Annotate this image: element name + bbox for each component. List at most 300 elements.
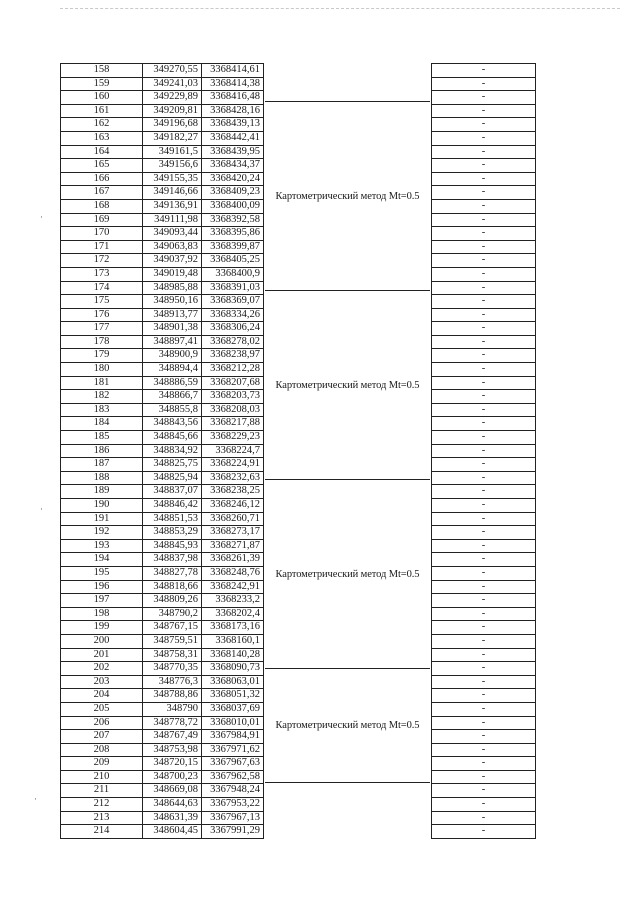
coordinate-y: 3368203,73 bbox=[202, 390, 264, 404]
coordinate-x: 349063,83 bbox=[143, 240, 202, 254]
table-row bbox=[432, 376, 536, 390]
coordinate-x: 348790,2 bbox=[143, 607, 202, 621]
point-number: 189 bbox=[61, 485, 143, 499]
coordinate-x: 348818,66 bbox=[143, 580, 202, 594]
point-number: 208 bbox=[61, 743, 143, 757]
point-number: 211 bbox=[61, 784, 143, 798]
table-row bbox=[432, 580, 536, 594]
point-number: 182 bbox=[61, 390, 143, 404]
coordinate-y: 3368400,09 bbox=[202, 199, 264, 213]
coordinate-x: 348886,59 bbox=[143, 376, 202, 390]
coordinate-y: 3368212,28 bbox=[202, 363, 264, 377]
table-row bbox=[432, 267, 536, 281]
accuracy-value: - bbox=[432, 308, 536, 322]
coordinate-x: 348845,66 bbox=[143, 431, 202, 445]
point-number: 174 bbox=[61, 281, 143, 295]
coordinate-x: 348770,35 bbox=[143, 662, 202, 676]
coordinate-y: 3367948,24 bbox=[202, 784, 264, 798]
coordinate-x: 348758,31 bbox=[143, 648, 202, 662]
table-row bbox=[61, 770, 264, 784]
coordinate-y: 3368242,91 bbox=[202, 580, 264, 594]
coordinate-x: 348897,41 bbox=[143, 335, 202, 349]
accuracy-value: - bbox=[432, 77, 536, 91]
table-row bbox=[61, 512, 264, 526]
table-row bbox=[61, 172, 264, 186]
point-number: 209 bbox=[61, 757, 143, 771]
coordinate-x: 349241,03 bbox=[143, 77, 202, 91]
table-row bbox=[432, 118, 536, 132]
coordinate-x: 348853,29 bbox=[143, 526, 202, 540]
table-row bbox=[61, 526, 264, 540]
point-number: 170 bbox=[61, 227, 143, 241]
table-row bbox=[61, 145, 264, 159]
table-row bbox=[432, 675, 536, 689]
accuracy-value: - bbox=[432, 512, 536, 526]
table-row bbox=[432, 485, 536, 499]
accuracy-value: - bbox=[432, 580, 536, 594]
accuracy-value: - bbox=[432, 186, 536, 200]
point-number: 183 bbox=[61, 403, 143, 417]
point-number: 194 bbox=[61, 553, 143, 567]
table-row bbox=[61, 240, 264, 254]
accuracy-value: - bbox=[432, 104, 536, 118]
coordinate-x: 349155,35 bbox=[143, 172, 202, 186]
table-row bbox=[61, 227, 264, 241]
coordinate-x: 348900,9 bbox=[143, 349, 202, 363]
table-row bbox=[61, 77, 264, 91]
table-row bbox=[61, 390, 264, 404]
coordinate-x: 349111,98 bbox=[143, 213, 202, 227]
accuracy-value: - bbox=[432, 349, 536, 363]
table-row bbox=[61, 553, 264, 567]
table-row bbox=[432, 172, 536, 186]
coordinate-x: 348913,77 bbox=[143, 308, 202, 322]
table-row bbox=[432, 295, 536, 309]
coordinate-y: 3368224,7 bbox=[202, 444, 264, 458]
coordinate-y: 3368090,73 bbox=[202, 662, 264, 676]
table-row bbox=[61, 444, 264, 458]
accuracy-value: - bbox=[432, 634, 536, 648]
table-row bbox=[61, 539, 264, 553]
point-number: 198 bbox=[61, 607, 143, 621]
coordinate-x: 348894,4 bbox=[143, 363, 202, 377]
accuracy-value: - bbox=[432, 227, 536, 241]
accuracy-value: - bbox=[432, 743, 536, 757]
accuracy-value: - bbox=[432, 199, 536, 213]
table-row bbox=[432, 363, 536, 377]
coordinate-y: 3367953,22 bbox=[202, 798, 264, 812]
accuracy-value: - bbox=[432, 499, 536, 513]
accuracy-value: - bbox=[432, 64, 536, 78]
accuracy-value: - bbox=[432, 240, 536, 254]
point-number: 186 bbox=[61, 444, 143, 458]
margin-mark: · bbox=[40, 212, 43, 222]
table-row bbox=[432, 213, 536, 227]
accuracy-value: - bbox=[432, 91, 536, 105]
table-row bbox=[432, 458, 536, 472]
point-number: 181 bbox=[61, 376, 143, 390]
table-row bbox=[432, 594, 536, 608]
table-row bbox=[61, 118, 264, 132]
table-row bbox=[432, 254, 536, 268]
accuracy-value: - bbox=[432, 376, 536, 390]
coordinate-x: 349270,55 bbox=[143, 64, 202, 78]
accuracy-value: - bbox=[432, 566, 536, 580]
coordinate-y: 3368271,87 bbox=[202, 539, 264, 553]
point-number: 179 bbox=[61, 349, 143, 363]
table-row bbox=[61, 566, 264, 580]
coordinate-x: 348843,56 bbox=[143, 417, 202, 431]
table-row bbox=[61, 417, 264, 431]
coordinate-y: 3368217,88 bbox=[202, 417, 264, 431]
page-top-rule bbox=[60, 8, 620, 9]
point-number: 185 bbox=[61, 431, 143, 445]
method-label: Картометрический метод Mt=0.5 bbox=[265, 668, 430, 783]
coordinate-y: 3367991,29 bbox=[202, 825, 264, 839]
method-label: Картометрический метод Mt=0.5 bbox=[265, 479, 430, 669]
coordinate-x: 348776,3 bbox=[143, 675, 202, 689]
table-row bbox=[432, 770, 536, 784]
point-number: 203 bbox=[61, 675, 143, 689]
coordinate-x: 348778,72 bbox=[143, 716, 202, 730]
coordinate-y: 3368428,16 bbox=[202, 104, 264, 118]
coordinate-y: 3367984,91 bbox=[202, 730, 264, 744]
accuracy-value: - bbox=[432, 322, 536, 336]
coordinate-x: 348767,15 bbox=[143, 621, 202, 635]
accuracy-value: - bbox=[432, 553, 536, 567]
coordinate-y: 3368400,9 bbox=[202, 267, 264, 281]
point-number: 158 bbox=[61, 64, 143, 78]
point-number: 175 bbox=[61, 295, 143, 309]
point-number: 193 bbox=[61, 539, 143, 553]
table-row bbox=[432, 471, 536, 485]
table-row bbox=[432, 702, 536, 716]
accuracy-value: - bbox=[432, 798, 536, 812]
coordinate-y: 3368246,12 bbox=[202, 499, 264, 513]
table-row bbox=[61, 186, 264, 200]
coordinate-y: 3368273,17 bbox=[202, 526, 264, 540]
point-number: 172 bbox=[61, 254, 143, 268]
coordinate-x: 349146,66 bbox=[143, 186, 202, 200]
accuracy-column-table bbox=[431, 63, 536, 839]
coordinate-y: 3368140,28 bbox=[202, 648, 264, 662]
coordinate-y: 3368261,39 bbox=[202, 553, 264, 567]
point-number: 173 bbox=[61, 267, 143, 281]
point-number: 200 bbox=[61, 634, 143, 648]
coordinate-y: 3368409,23 bbox=[202, 186, 264, 200]
accuracy-value: - bbox=[432, 675, 536, 689]
coordinate-y: 3368229,23 bbox=[202, 431, 264, 445]
accuracy-value: - bbox=[432, 784, 536, 798]
coordinate-y: 3368173,16 bbox=[202, 621, 264, 635]
table-row bbox=[432, 390, 536, 404]
coordinate-x: 348767,49 bbox=[143, 730, 202, 744]
table-row bbox=[61, 702, 264, 716]
coordinate-x: 348720,15 bbox=[143, 757, 202, 771]
table-row bbox=[61, 199, 264, 213]
table-row bbox=[61, 363, 264, 377]
table-row bbox=[432, 322, 536, 336]
point-number: 213 bbox=[61, 811, 143, 825]
table-row bbox=[432, 227, 536, 241]
coordinate-y: 3368414,38 bbox=[202, 77, 264, 91]
coordinate-x: 348950,16 bbox=[143, 295, 202, 309]
coordinate-y: 3368232,63 bbox=[202, 471, 264, 485]
point-number: 184 bbox=[61, 417, 143, 431]
point-number: 178 bbox=[61, 335, 143, 349]
coordinate-y: 3368334,26 bbox=[202, 308, 264, 322]
coordinate-x: 348700,23 bbox=[143, 770, 202, 784]
table-row bbox=[432, 811, 536, 825]
accuracy-value: - bbox=[432, 594, 536, 608]
accuracy-value: - bbox=[432, 526, 536, 540]
table-row bbox=[432, 335, 536, 349]
point-number: 171 bbox=[61, 240, 143, 254]
coordinate-x: 349182,27 bbox=[143, 131, 202, 145]
coordinate-y: 3368442,41 bbox=[202, 131, 264, 145]
method-label: Картометрический метод Mt=0.5 bbox=[265, 290, 430, 480]
table-row bbox=[432, 743, 536, 757]
table-row bbox=[61, 213, 264, 227]
table-row bbox=[61, 716, 264, 730]
coordinate-x: 349019,48 bbox=[143, 267, 202, 281]
accuracy-value: - bbox=[432, 172, 536, 186]
margin-mark: · bbox=[40, 504, 43, 514]
accuracy-value: - bbox=[432, 471, 536, 485]
table-row bbox=[432, 349, 536, 363]
table-row bbox=[61, 308, 264, 322]
coordinate-y: 3367967,13 bbox=[202, 811, 264, 825]
accuracy-value: - bbox=[432, 621, 536, 635]
table-row bbox=[61, 159, 264, 173]
point-number: 180 bbox=[61, 363, 143, 377]
coordinate-y: 3368160,1 bbox=[202, 634, 264, 648]
coordinate-x: 348851,53 bbox=[143, 512, 202, 526]
table-row bbox=[61, 757, 264, 771]
table-row bbox=[432, 512, 536, 526]
coordinate-x: 348809,26 bbox=[143, 594, 202, 608]
point-number: 192 bbox=[61, 526, 143, 540]
table-row bbox=[432, 199, 536, 213]
coordinate-x: 349037,92 bbox=[143, 254, 202, 268]
table-row bbox=[61, 634, 264, 648]
coordinate-y: 3368392,58 bbox=[202, 213, 264, 227]
coordinate-x: 349156,6 bbox=[143, 159, 202, 173]
table-row bbox=[61, 64, 264, 78]
point-number: 212 bbox=[61, 798, 143, 812]
table-row bbox=[432, 621, 536, 635]
coordinate-y: 3368010,01 bbox=[202, 716, 264, 730]
table-row bbox=[61, 335, 264, 349]
point-number: 176 bbox=[61, 308, 143, 322]
coordinate-y: 3368414,61 bbox=[202, 64, 264, 78]
coordinate-y: 3368439,95 bbox=[202, 145, 264, 159]
table-row bbox=[432, 553, 536, 567]
coordinate-x: 349093,44 bbox=[143, 227, 202, 241]
table-row bbox=[61, 594, 264, 608]
coordinate-x: 349209,81 bbox=[143, 104, 202, 118]
point-number: 195 bbox=[61, 566, 143, 580]
coordinate-y: 3368202,4 bbox=[202, 607, 264, 621]
coordinate-x: 349136,91 bbox=[143, 199, 202, 213]
table-row bbox=[61, 431, 264, 445]
point-number: 168 bbox=[61, 199, 143, 213]
accuracy-value: - bbox=[432, 539, 536, 553]
table-row bbox=[432, 648, 536, 662]
table-row bbox=[432, 526, 536, 540]
table-row bbox=[432, 730, 536, 744]
coordinate-y: 3367967,63 bbox=[202, 757, 264, 771]
table-row bbox=[61, 580, 264, 594]
table-row bbox=[61, 730, 264, 744]
point-number: 177 bbox=[61, 322, 143, 336]
table-row bbox=[61, 281, 264, 295]
coordinate-x: 348644,63 bbox=[143, 798, 202, 812]
coordinate-x: 348825,94 bbox=[143, 471, 202, 485]
coordinate-x: 349229,89 bbox=[143, 91, 202, 105]
point-number: 159 bbox=[61, 77, 143, 91]
table-row bbox=[61, 403, 264, 417]
coordinate-x: 348837,98 bbox=[143, 553, 202, 567]
coordinate-x: 348866,7 bbox=[143, 390, 202, 404]
coordinate-y: 3368207,68 bbox=[202, 376, 264, 390]
coordinate-y: 3368233,2 bbox=[202, 594, 264, 608]
accuracy-value: - bbox=[432, 295, 536, 309]
coordinates-table bbox=[60, 63, 264, 839]
accuracy-value: - bbox=[432, 118, 536, 132]
accuracy-value: - bbox=[432, 363, 536, 377]
table-row bbox=[432, 104, 536, 118]
coordinate-x: 348604,45 bbox=[143, 825, 202, 839]
coordinate-y: 3367971,62 bbox=[202, 743, 264, 757]
accuracy-value: - bbox=[432, 825, 536, 839]
table-row bbox=[432, 281, 536, 295]
coordinate-y: 3367962,58 bbox=[202, 770, 264, 784]
point-number: 188 bbox=[61, 471, 143, 485]
table-row bbox=[432, 417, 536, 431]
point-number: 165 bbox=[61, 159, 143, 173]
accuracy-value: - bbox=[432, 417, 536, 431]
coordinate-y: 3368439,13 bbox=[202, 118, 264, 132]
coordinate-x: 348759,51 bbox=[143, 634, 202, 648]
point-number: 214 bbox=[61, 825, 143, 839]
table-row bbox=[432, 145, 536, 159]
coordinate-y: 3368434,37 bbox=[202, 159, 264, 173]
table-row bbox=[61, 91, 264, 105]
accuracy-value: - bbox=[432, 390, 536, 404]
table-row bbox=[432, 131, 536, 145]
table-row bbox=[61, 322, 264, 336]
accuracy-value: - bbox=[432, 267, 536, 281]
point-number: 201 bbox=[61, 648, 143, 662]
coordinate-x: 348669,08 bbox=[143, 784, 202, 798]
table-row bbox=[61, 485, 264, 499]
table-row bbox=[432, 784, 536, 798]
accuracy-value: - bbox=[432, 702, 536, 716]
coordinate-y: 3368037,69 bbox=[202, 702, 264, 716]
coordinate-y: 3368395,86 bbox=[202, 227, 264, 241]
coordinate-x: 348825,75 bbox=[143, 458, 202, 472]
table-row bbox=[61, 607, 264, 621]
table-row bbox=[432, 91, 536, 105]
table-row bbox=[61, 798, 264, 812]
table-row bbox=[432, 77, 536, 91]
table-row bbox=[61, 825, 264, 839]
accuracy-value: - bbox=[432, 485, 536, 499]
coordinate-x: 348985,88 bbox=[143, 281, 202, 295]
table-row bbox=[432, 403, 536, 417]
table-row bbox=[432, 757, 536, 771]
accuracy-value: - bbox=[432, 254, 536, 268]
coordinate-y: 3368208,03 bbox=[202, 403, 264, 417]
table-row bbox=[432, 825, 536, 839]
table-row bbox=[432, 689, 536, 703]
coordinate-y: 3368238,97 bbox=[202, 349, 264, 363]
table-row bbox=[61, 784, 264, 798]
coordinate-y: 3368306,24 bbox=[202, 322, 264, 336]
point-number: 206 bbox=[61, 716, 143, 730]
coordinate-x: 348827,78 bbox=[143, 566, 202, 580]
table-row bbox=[432, 566, 536, 580]
table-row bbox=[61, 267, 264, 281]
coordinate-x: 348790 bbox=[143, 702, 202, 716]
coordinate-x: 348846,42 bbox=[143, 499, 202, 513]
table-row bbox=[61, 131, 264, 145]
table-row bbox=[61, 811, 264, 825]
accuracy-value: - bbox=[432, 757, 536, 771]
accuracy-value: - bbox=[432, 662, 536, 676]
table-row bbox=[61, 662, 264, 676]
coordinate-y: 3368420,24 bbox=[202, 172, 264, 186]
table-row bbox=[61, 689, 264, 703]
point-number: 164 bbox=[61, 145, 143, 159]
coordinate-y: 3368063,01 bbox=[202, 675, 264, 689]
accuracy-value: - bbox=[432, 811, 536, 825]
coordinate-x: 348901,38 bbox=[143, 322, 202, 336]
coordinate-x: 349196,68 bbox=[143, 118, 202, 132]
coordinate-x: 348753,98 bbox=[143, 743, 202, 757]
table-row bbox=[61, 675, 264, 689]
table-row bbox=[432, 240, 536, 254]
table-row bbox=[61, 349, 264, 363]
coordinate-y: 3368248,76 bbox=[202, 566, 264, 580]
coordinate-x: 349161,5 bbox=[143, 145, 202, 159]
table-row bbox=[61, 295, 264, 309]
table-row bbox=[432, 64, 536, 78]
accuracy-value: - bbox=[432, 281, 536, 295]
point-number: 167 bbox=[61, 186, 143, 200]
point-number: 163 bbox=[61, 131, 143, 145]
coordinate-y: 3368369,07 bbox=[202, 295, 264, 309]
coordinate-y: 3368051,32 bbox=[202, 689, 264, 703]
table-row bbox=[432, 431, 536, 445]
table-row bbox=[61, 376, 264, 390]
coordinate-y: 3368278,02 bbox=[202, 335, 264, 349]
point-number: 187 bbox=[61, 458, 143, 472]
coordinate-y: 3368416,48 bbox=[202, 91, 264, 105]
coordinate-y: 3368391,03 bbox=[202, 281, 264, 295]
accuracy-value: - bbox=[432, 131, 536, 145]
accuracy-value: - bbox=[432, 716, 536, 730]
point-number: 199 bbox=[61, 621, 143, 635]
table-row bbox=[432, 308, 536, 322]
coordinate-x: 348788,86 bbox=[143, 689, 202, 703]
point-number: 161 bbox=[61, 104, 143, 118]
table-row bbox=[432, 634, 536, 648]
point-number: 197 bbox=[61, 594, 143, 608]
point-number: 205 bbox=[61, 702, 143, 716]
table-row bbox=[61, 471, 264, 485]
